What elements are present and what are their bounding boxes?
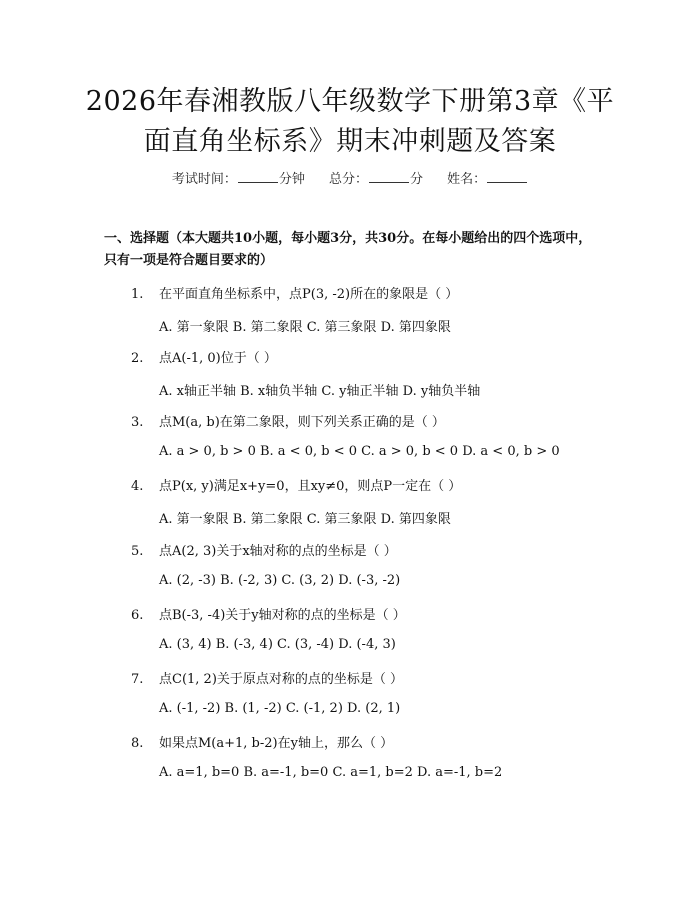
question-1-options: A. 第一象限 B. 第二象限 C. 第三象限 D. 第四象限 — [159, 320, 451, 335]
question-2-options: A. x轴正半轴 B. x轴负半轴 C. y轴正半轴 D. y轴负半轴 — [159, 384, 481, 399]
exam-name — [447, 172, 528, 187]
document-title — [60, 82, 640, 162]
question-5 — [131, 540, 397, 559]
question-number: 5. — [131, 544, 144, 559]
question-3-options: A. a > 0, b > 0 B. a < 0, b < 0 C. a > 0, b < 0 D. a < 0, b > 0 — [159, 444, 560, 459]
question-number: 3. — [131, 415, 144, 430]
question-2 — [131, 347, 277, 366]
question-text: 点A(-1, 0)位于（ ） — [159, 351, 277, 366]
name-label: 姓名： — [447, 172, 487, 187]
question-text: 在平面直角坐标系中，点P(3, -2)所在的象限是（ ） — [159, 287, 459, 302]
question-text: 点M(a, b)在第二象限，则下列关系正确的是（ ） — [159, 415, 445, 430]
question-text: 点C(1, 2)关于原点对称的点的坐标是（ ） — [159, 672, 404, 687]
question-text: 点B(-3, -4)关于y轴对称的点的坐标是（ ） — [159, 608, 406, 623]
question-3 — [131, 411, 445, 430]
question-text: 如果点M(a+1, b-2)在y轴上，那么（ ） — [159, 736, 394, 751]
title-line-1: 2026年春湘教版八年级数学下册第3章《平 — [85, 86, 615, 117]
question-5-options: A. (2, -3) B. (-2, 3) C. (3, 2) D. (-3, -2) — [159, 573, 401, 588]
title-line-2: 面直角坐标系》期末冲刺题及答案 — [143, 126, 557, 157]
time-blank[interactable] — [238, 170, 278, 183]
question-number: 6. — [131, 608, 144, 623]
question-4-options: A. 第一象限 B. 第二象限 C. 第三象限 D. 第四象限 — [159, 512, 451, 527]
question-8-options: A. a=1, b=0 B. a=-1, b=0 C. a=1, b=2 D. a=-1, b=2 — [159, 765, 503, 780]
time-label: 考试时间： — [171, 172, 237, 187]
exam-score — [329, 172, 423, 187]
exam-time — [172, 172, 305, 187]
question-6-options: A. (3, 4) B. (-3, 4) C. (3, -4) D. (-4, 3) — [159, 637, 396, 652]
section-heading: 一、选择题（本大题共10小题，每小题3分，共30分。在每小题给出的四个选项中，只有一项是符合题目要求的） — [104, 231, 592, 268]
question-text: 点A(2, 3)关于x轴对称的点的坐标是（ ） — [159, 544, 397, 559]
question-1 — [131, 283, 458, 302]
question-number: 2. — [131, 351, 144, 366]
exam-info — [0, 168, 700, 187]
question-7-options: A. (-1, -2) B. (1, -2) C. (-1, 2) D. (2, 1) — [159, 701, 401, 716]
question-4 — [131, 475, 461, 494]
time-unit: 分钟 — [278, 172, 305, 187]
question-number: 8. — [131, 736, 144, 751]
question-6 — [131, 604, 406, 623]
question-text: 点P(x, y)满足x+y=0，且xy≠0，则点P一定在（ ） — [159, 479, 462, 494]
question-number: 4. — [131, 479, 144, 494]
question-number: 1. — [131, 287, 144, 302]
question-8 — [131, 732, 393, 751]
question-7 — [131, 668, 403, 687]
score-label: 总分： — [328, 172, 368, 187]
question-number: 7. — [131, 672, 144, 687]
score-blank[interactable] — [369, 170, 409, 183]
name-blank[interactable] — [487, 170, 527, 183]
score-unit: 分 — [410, 172, 424, 187]
